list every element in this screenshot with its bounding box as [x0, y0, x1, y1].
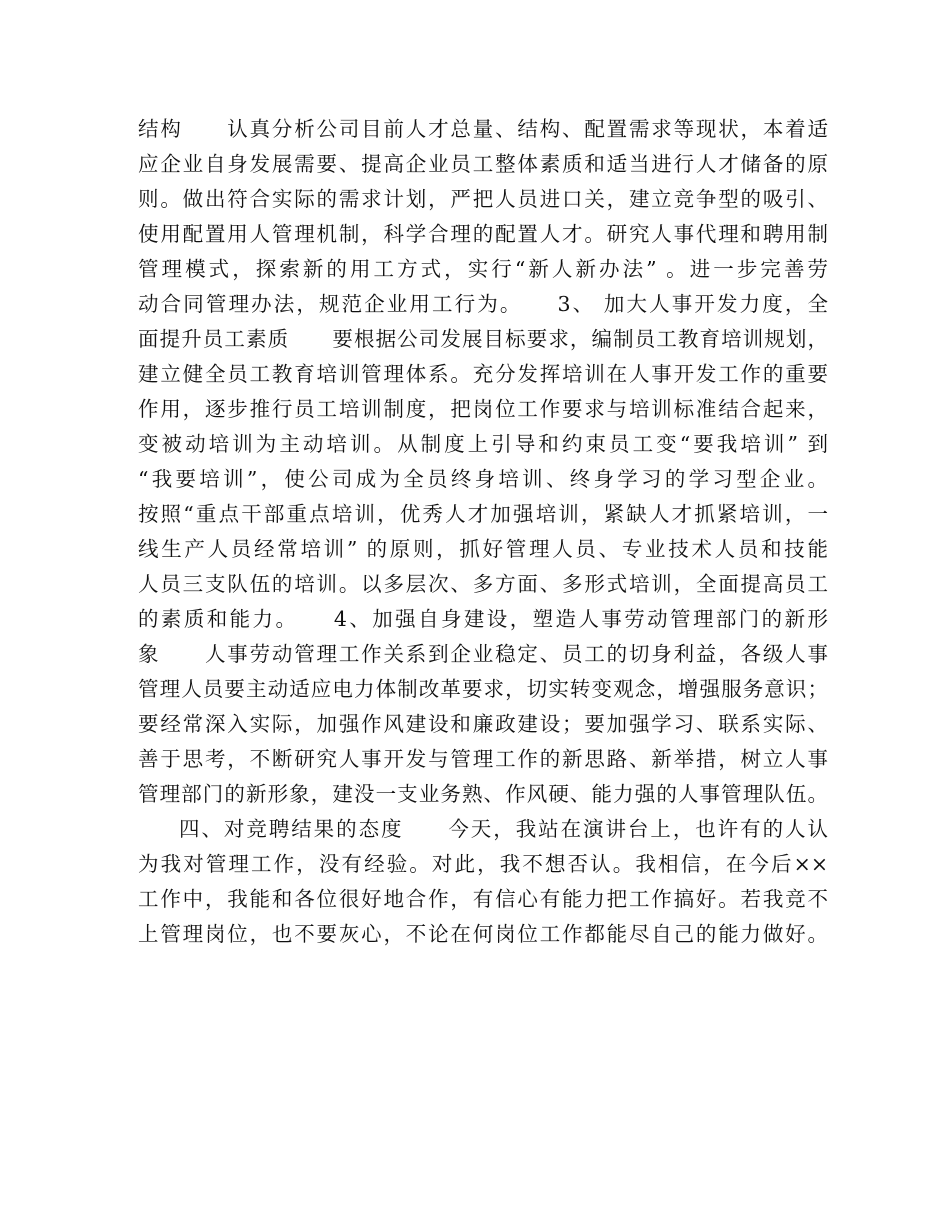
body-text	[138, 112, 828, 952]
text-line: “我要培训”，使公司成为全员终身培训、终身学习的学习型企业。	[138, 467, 828, 491]
text-line: 使用配置用人管理机制，科学合理的配置人才。研究人事代理和聘用制	[138, 222, 828, 246]
text-line: 要经常深入实际，加强作风建设和廉政建设；要加强学习、联系实际、	[138, 712, 828, 736]
text-line: 面提升员工素质 要根据公司发展目标要求，编制员工教育培训规划，	[138, 327, 828, 351]
text-line: 四、对竞聘结果的态度 今天，我站在演讲台上，也许有的人认	[179, 817, 828, 841]
text-line: 管理人员要主动适应电力体制改革要求，切实转变观念，增强服务意识；	[138, 677, 828, 701]
text-line: 动合同管理办法，规范企业用工行为。 3、 加大人事开发力度，全	[138, 292, 828, 316]
text-line: 应企业自身发展需要、提高企业员工整体素质和适当进行人才储备的原	[138, 152, 828, 176]
text-line: 建立健全员工教育培训管理体系。充分发挥培训在人事开发工作的重要	[138, 362, 828, 386]
text-line: 线生产人员经常培训” 的原则，抓好管理人员、专业技术人员和技能	[138, 537, 828, 561]
text-line: 工作中，我能和各位很好地合作，有信心有能力把工作搞好。若我竞不	[138, 887, 828, 911]
text-line: 为我对管理工作，没有经验。对此，我不想否认。我相信，在今后××	[138, 852, 828, 876]
text-line: 则。做出符合实际的需求计划，严把人员进口关，建立竞争型的吸引、	[138, 187, 828, 211]
text-line: 上管理岗位，也不要灰心，不论在何岗位工作都能尽自己的能力做好。	[138, 922, 828, 946]
text-line: 变被动培训为主动培训。从制度上引导和约束员工变“要我培训” 到	[138, 432, 828, 456]
text-line: 管理部门的新形象，建没一支业务熟、作风硬、能力强的人事管理队伍。	[138, 782, 828, 806]
text-line: 善于思考，不断研究人事开发与管理工作的新思路、新举措，树立人事	[138, 747, 828, 771]
text-line: 结构 认真分析公司目前人才总量、结构、配置需求等现状，本着适	[138, 117, 828, 141]
text-line: 作用，逐步推行员工培训制度，把岗位工作要求与培训标准结合起来，	[138, 397, 828, 421]
text-line: 管理模式，探索新的用工方式，实行“新人新办法” 。进一步完善劳	[138, 257, 828, 281]
text-line: 人员三支队伍的培训。以多层次、多方面、多形式培训，全面提高员工	[138, 572, 828, 596]
text-line: 按照“重点干部重点培训，优秀人才加强培训，紧缺人才抓紧培训，一	[138, 502, 828, 526]
text-line: 的素质和能力。 4、加强自身建设，塑造人事劳动管理部门的新形	[138, 607, 828, 631]
text-line: 象 人事劳动管理工作关系到企业稳定、员工的切身利益，各级人事	[138, 642, 828, 666]
